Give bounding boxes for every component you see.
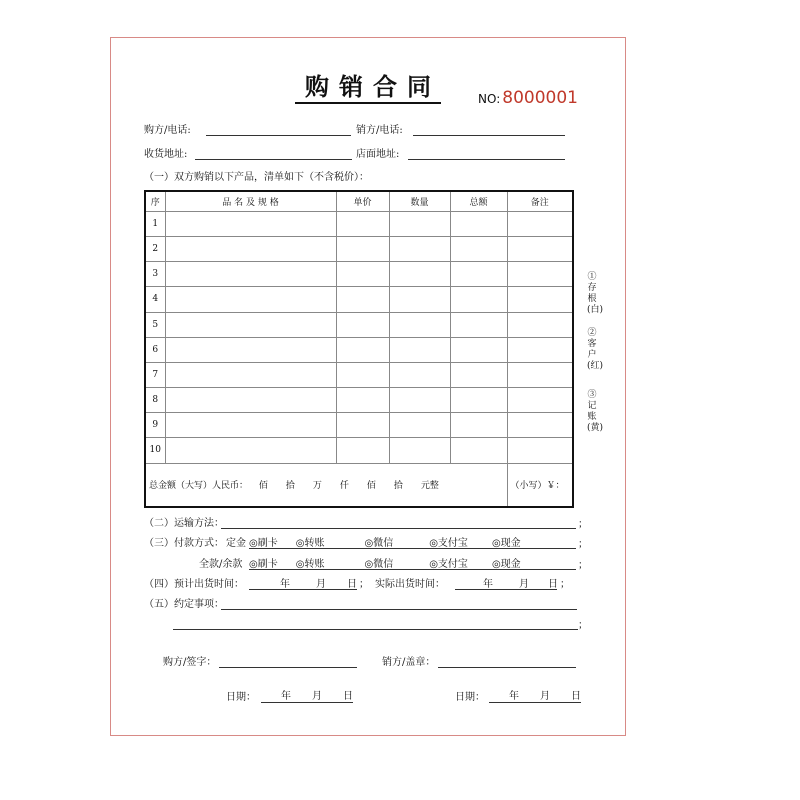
table-row <box>145 362 573 387</box>
cell-name[interactable] <box>165 387 336 412</box>
cell-price[interactable] <box>336 212 389 237</box>
cell-name[interactable] <box>165 237 336 262</box>
deposit-label: 定金 <box>226 538 246 549</box>
table-row <box>145 237 573 262</box>
section2-end: ； <box>578 519 588 530</box>
buyer-phone-label: 购方/电话: <box>144 125 191 136</box>
cell-amount[interactable] <box>450 287 507 312</box>
total-small-label: （小写）￥： <box>510 481 565 492</box>
section4-label: （四）预计出货时间： <box>144 579 244 590</box>
actual-date-field[interactable] <box>455 589 557 590</box>
section4-sep: ； <box>359 579 369 590</box>
cell-qty[interactable] <box>389 287 450 312</box>
cell-remark[interactable] <box>507 387 573 412</box>
form-title: 购销合同 <box>295 72 441 104</box>
cell-price[interactable] <box>336 237 389 262</box>
cell-qty[interactable] <box>389 387 450 412</box>
seller-date-field[interactable] <box>489 702 581 703</box>
cell-qty[interactable] <box>389 312 450 337</box>
cell-price[interactable] <box>336 262 389 287</box>
section4-end: ； <box>560 579 570 590</box>
cell-price[interactable] <box>336 413 389 438</box>
cell-price[interactable] <box>336 337 389 362</box>
copy-note-yellow: ③记账(黄) <box>587 390 604 433</box>
cell-remark[interactable] <box>507 262 573 287</box>
actual-year-unit: 年 <box>483 579 493 590</box>
cell-qty[interactable] <box>389 262 450 287</box>
col-header-qty: 数量 <box>389 191 450 212</box>
row-index: 5 <box>145 312 165 337</box>
cell-remark[interactable] <box>507 287 573 312</box>
opt-transfer-icon[interactable]: ◎转账 <box>295 538 325 549</box>
cell-name[interactable] <box>165 212 336 237</box>
planned-date-field[interactable] <box>249 589 357 590</box>
cell-amount[interactable] <box>450 212 507 237</box>
section5-label: （五）约定事项： <box>144 599 224 610</box>
seller-phone-label: 销方/电话: <box>356 125 403 136</box>
deposit-line <box>249 548 576 549</box>
cell-name[interactable] <box>165 413 336 438</box>
buyer-phone-field[interactable] <box>206 135 351 136</box>
seller-phone-field[interactable] <box>413 135 565 136</box>
table-row <box>145 413 573 438</box>
cell-qty[interactable] <box>389 362 450 387</box>
cell-amount[interactable] <box>450 337 507 362</box>
cell-name[interactable] <box>165 337 336 362</box>
store-address-label: 店面地址: <box>356 149 400 160</box>
buyer-date-label: 日期： <box>226 692 256 703</box>
seller-day-unit: 日 <box>571 691 581 702</box>
form-number-label: NO: <box>478 92 501 106</box>
planned-day-unit: 日 <box>347 579 357 590</box>
total-capital-units: 佰 拾 万 仟 佰 拾 元整 <box>258 481 439 492</box>
cell-qty[interactable] <box>389 413 450 438</box>
table-row <box>145 312 573 337</box>
total-small-cell[interactable] <box>507 463 573 507</box>
cell-price[interactable] <box>336 287 389 312</box>
planned-month-unit: 月 <box>316 579 326 590</box>
seller-date-label: 日期： <box>455 692 485 703</box>
row-index: 3 <box>145 262 165 287</box>
form-number-value: 8000001 <box>502 88 578 108</box>
cell-price[interactable] <box>336 387 389 412</box>
row-index: 6 <box>145 337 165 362</box>
row-index: 8 <box>145 387 165 412</box>
cell-price[interactable] <box>336 312 389 337</box>
opt-card-icon[interactable]: ◎刷卡 <box>249 538 278 549</box>
buyer-sign-label: 购方/签字： <box>163 657 217 668</box>
section1-heading: （一）双方购销以下产品，清单如下（不含税价）： <box>144 172 369 183</box>
actual-day-unit: 日 <box>548 579 558 590</box>
opt-wechat-icon[interactable]: ◎微信 <box>364 559 394 570</box>
total-row <box>145 463 573 507</box>
cell-remark[interactable] <box>507 438 573 463</box>
cell-amount[interactable] <box>450 438 507 463</box>
total-capital-label: 总金额（大写）人民币： <box>149 481 249 492</box>
opt-wechat-icon[interactable]: ◎微信 <box>364 538 394 549</box>
cell-name[interactable] <box>165 312 336 337</box>
table-row <box>145 262 573 287</box>
col-header-price: 单价 <box>336 191 389 212</box>
cell-price[interactable] <box>336 438 389 463</box>
cell-remark[interactable] <box>507 237 573 262</box>
cell-amount[interactable] <box>450 237 507 262</box>
actual-month-unit: 月 <box>519 579 529 590</box>
section5-end: ； <box>578 620 588 631</box>
cell-remark[interactable] <box>507 337 573 362</box>
section2-label: （二）运输方法： <box>144 518 224 529</box>
cell-qty[interactable] <box>389 237 450 262</box>
planned-year-unit: 年 <box>280 579 290 590</box>
cell-remark[interactable] <box>507 212 573 237</box>
section3-end-1: ； <box>578 539 588 550</box>
buyer-year-unit: 年 <box>281 691 291 702</box>
cell-amount[interactable] <box>450 387 507 412</box>
buyer-date-field[interactable] <box>261 702 353 703</box>
row-index: 9 <box>145 413 165 438</box>
col-header-index: 序 <box>145 191 165 212</box>
row-index: 4 <box>145 287 165 312</box>
cell-remark[interactable] <box>507 312 573 337</box>
cell-name[interactable] <box>165 362 336 387</box>
row-index: 7 <box>145 362 165 387</box>
cell-name[interactable] <box>165 262 336 287</box>
seller-seal-field[interactable] <box>438 667 576 668</box>
table-row <box>145 287 573 312</box>
cell-amount[interactable] <box>450 262 507 287</box>
agreement-field-2[interactable] <box>173 629 578 630</box>
buyer-month-unit: 月 <box>312 691 322 702</box>
shipping-address-label: 收货地址: <box>144 149 188 160</box>
col-header-name: 品 名 及 规 格 <box>165 191 336 212</box>
buyer-day-unit: 日 <box>343 691 353 702</box>
seller-month-unit: 月 <box>540 691 550 702</box>
actual-date-label: 实际出货时间： <box>375 579 445 590</box>
seller-year-unit: 年 <box>509 691 519 702</box>
opt-cash-icon[interactable]: ◎现金 <box>491 559 521 570</box>
opt-card-icon[interactable]: ◎刷卡 <box>249 559 278 570</box>
opt-transfer-icon[interactable]: ◎转账 <box>295 559 325 570</box>
row-index: 2 <box>145 237 165 262</box>
table-row <box>145 337 573 362</box>
shipping-address-field[interactable] <box>195 159 352 160</box>
col-header-remark: 备注 <box>507 191 573 212</box>
cell-amount[interactable] <box>450 413 507 438</box>
opt-cash-icon[interactable]: ◎现金 <box>491 538 521 549</box>
cell-name[interactable] <box>165 438 336 463</box>
cell-qty[interactable] <box>389 438 450 463</box>
transport-field[interactable] <box>221 528 576 529</box>
table-row <box>145 438 573 463</box>
total-capital-cell[interactable] <box>145 463 507 507</box>
cell-qty[interactable] <box>389 212 450 237</box>
cell-qty[interactable] <box>389 337 450 362</box>
balance-line <box>249 569 576 570</box>
seller-seal-label: 销方/盖章： <box>382 657 436 668</box>
cell-price[interactable] <box>336 362 389 387</box>
copy-note-red: ②客户(红) <box>587 328 604 371</box>
section3-end-2: ； <box>578 560 588 571</box>
row-index: 10 <box>145 438 165 463</box>
cell-remark[interactable] <box>507 413 573 438</box>
table-row <box>145 212 573 237</box>
balance-label: 全款/余款 <box>199 559 243 570</box>
buyer-sign-field[interactable] <box>219 667 357 668</box>
cell-name[interactable] <box>165 287 336 312</box>
cell-amount[interactable] <box>450 312 507 337</box>
opt-alipay-icon[interactable]: ◎支付宝 <box>429 559 468 570</box>
section3-label: （三）付款方式： <box>144 538 224 549</box>
table-header-row <box>145 191 573 212</box>
copy-note-white: ①存根(白) <box>587 272 604 315</box>
opt-alipay-icon[interactable]: ◎支付宝 <box>429 538 468 549</box>
agreement-field-1[interactable] <box>221 609 577 610</box>
row-index: 1 <box>145 212 165 237</box>
table-row <box>145 387 573 412</box>
store-address-field[interactable] <box>408 159 565 160</box>
form-number <box>478 88 578 108</box>
cell-remark[interactable] <box>507 362 573 387</box>
contract-form <box>110 37 626 736</box>
items-table <box>144 190 574 508</box>
cell-amount[interactable] <box>450 362 507 387</box>
col-header-amount: 总额 <box>450 191 507 212</box>
